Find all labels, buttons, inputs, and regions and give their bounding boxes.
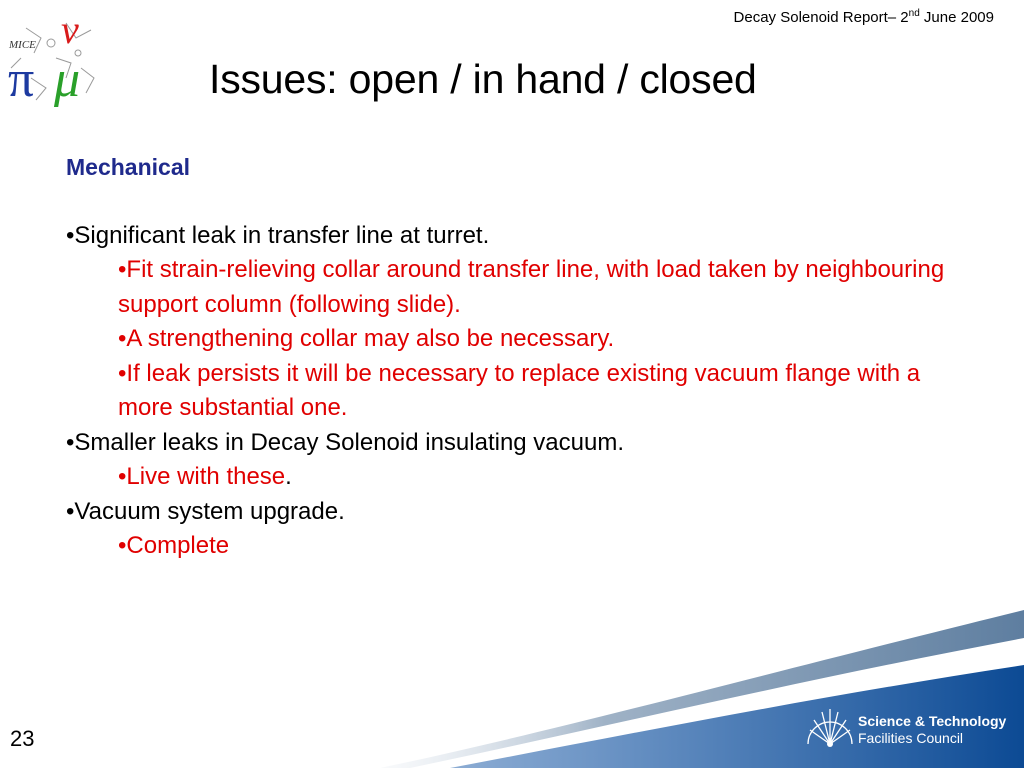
logo-mice-text: MICE — [9, 39, 36, 51]
sub-bullet-item: •If leak persists it will be necessary to replace existing vacuum flange with a more substantial one. — [118, 359, 921, 421]
bullet-item: •Vacuum system upgrade. — [66, 497, 345, 525]
header-ref-sup: nd — [908, 8, 920, 19]
sub-bullet-item: •Fit strain-relieving collar around transfer line, with load taken by neighbouring support column (following slide). — [118, 256, 945, 318]
logo-nu-text: ν — [61, 8, 79, 52]
slide-header-reference — [734, 8, 994, 26]
header-ref-suffix: June 2009 — [919, 9, 994, 26]
logo-pi-text: π — [8, 51, 35, 108]
sub-bullet-suffix: . — [285, 463, 292, 490]
bullet-item: •Significant leak in transfer line at turret. — [66, 221, 490, 249]
sub-bullet-item: •Complete — [118, 532, 230, 559]
page-number: 23 — [10, 726, 35, 751]
stfc-wordmark — [858, 713, 1006, 747]
section-heading: Mechanical — [66, 154, 190, 180]
stfc-line2: Facilities Council — [858, 730, 964, 746]
logo-mu-text: μ — [54, 51, 81, 108]
sub-bullet-item: •A strengthening collar may also be necessary. — [118, 325, 615, 352]
bullet-item: •Smaller leaks in Decay Solenoid insulating vacuum. — [66, 428, 625, 456]
sub-bullet-text: •Live with these — [118, 463, 286, 490]
slide-title: Issues: open / in hand / closed — [209, 56, 757, 102]
mice-logo — [6, 8, 106, 108]
sub-bullet-item — [66, 460, 966, 495]
header-ref-prefix: Decay Solenoid Report– 2 — [733, 9, 909, 26]
stfc-line1: Science & Technology — [858, 713, 1007, 729]
slide-body — [66, 150, 966, 564]
